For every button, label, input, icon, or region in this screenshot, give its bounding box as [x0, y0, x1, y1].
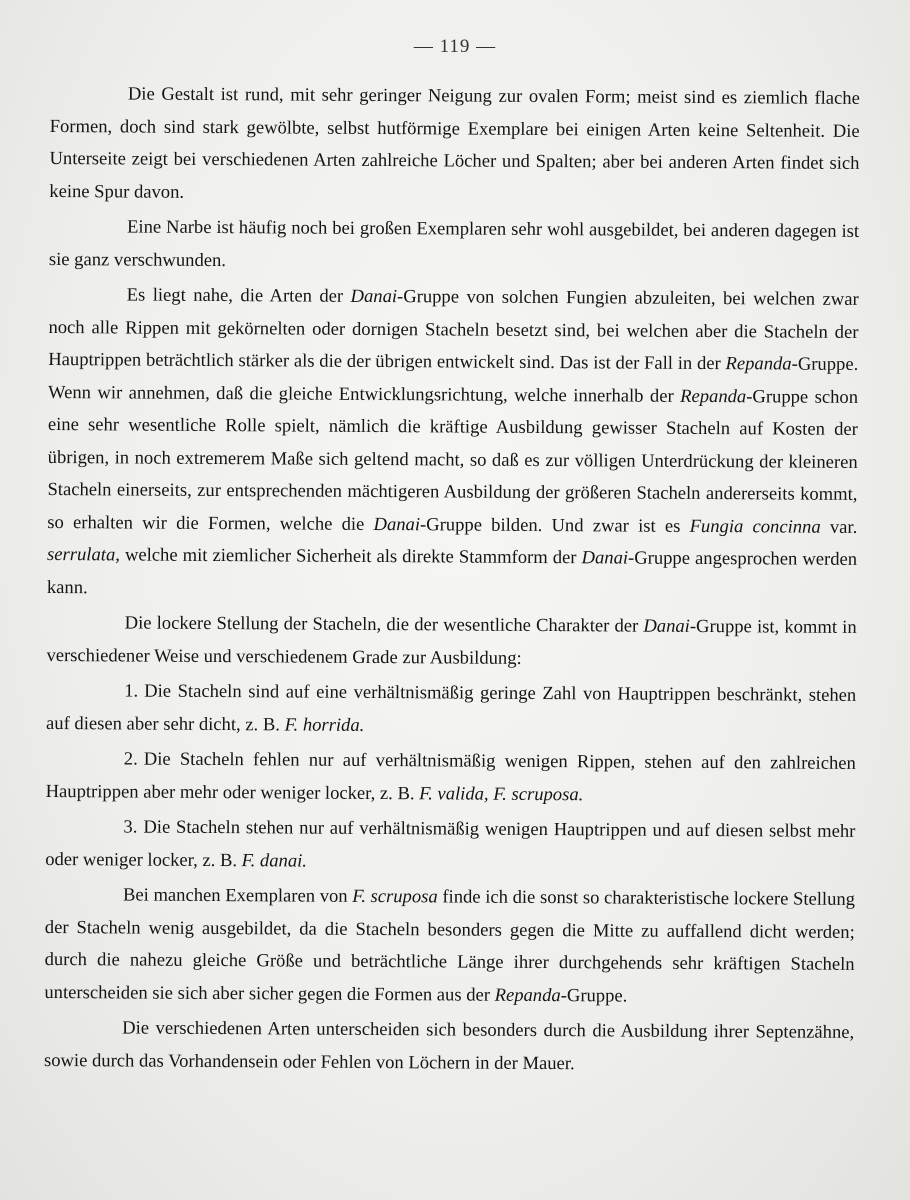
italic-term: Danai: [373, 513, 421, 535]
text-run: Es liegt nahe, die Arten der: [126, 284, 351, 307]
paragraph-species-differences: [44, 1012, 854, 1082]
italic-term: serrulata: [47, 543, 116, 566]
text-run: -Gruppe bilden. Und zwar ist es: [419, 513, 690, 537]
text-run: -Gruppe ist, kommt in verschiedener Weise und verschiedenem Grade zur Ausbildung:: [46, 615, 857, 669]
italic-term: Repanda: [494, 984, 561, 1006]
italic-term: Fungia concinna: [689, 515, 821, 538]
text-run: -Gruppe.: [560, 984, 628, 1007]
list-item-3: [45, 811, 855, 881]
text-run: Die Stacheln fehlen nur auf verhältnismäßig wenigen Rippen, stehen auf den zahlreichen Hauptrippen aber mehr oder weniger locker, z. B.: [45, 748, 856, 804]
italic-term: F. horrida.: [284, 713, 365, 736]
list-number: 2.: [123, 748, 138, 770]
list-number: 3.: [123, 816, 138, 838]
text-run: Die lockere Stellung der Stacheln, die der wesentliche Charakter der: [124, 612, 644, 637]
list-number: 1.: [124, 680, 139, 702]
italic-term: Repanda: [680, 385, 747, 407]
paragraph-loose-spines: [46, 607, 856, 677]
list-item-2: [46, 743, 856, 813]
text-run: -Gruppe schon eine sehr wesentliche Rolle spielt, nämlich die kräftige Ausbildung gewisser Stacheln auf Kosten der übrigen, in noch extremerem Maße sich geltend macht, so daß es zur völligen Unterdrückung der kleineren Stacheln einerseits, zur entsprechenden mächtigeren Ausbildung der größeren Stacheln andererseits kommt, so erhalten wir die Formen, welche die: [47, 385, 859, 535]
text-run: var.: [820, 516, 858, 538]
text-run: Bei manchen Exemplaren von: [122, 884, 353, 907]
paragraph-shape: [49, 78, 860, 213]
text-run: -Gruppe angesprochen werden kann.: [46, 547, 858, 598]
italic-term: F. danai.: [241, 849, 308, 872]
paragraph-scar: [49, 211, 859, 281]
text-run: -Gruppe. Wenn wir annehmen, daß die gleiche Entwicklungsrichtung, welche innerhalb der: [48, 353, 859, 407]
text-run: finde ich die sonst so charakteristische lockere Stellung der Stacheln wenig ausgebildet, da die Stacheln besonders gegen die Mitte zu auffallend dicht werden; durch die nahezu gleiche Größe und beträchtliche Länge ihrer durchgehends sehr kräftigen Stacheln unterscheiden sie sich aber sicher gegen die Formen aus der: [44, 886, 856, 1006]
text-run: Die Stacheln sind auf eine verhältnismäßig geringe Zahl von Hauptrippen beschränkt, stehen auf diesen aber sehr dicht, z. B.: [45, 680, 857, 735]
italic-term: Danai: [643, 615, 690, 637]
body-text: [44, 78, 860, 1085]
text-run: -Gruppe von solchen Fungien abzuleiten, bei welchen zwar noch alle Rippen mit gekörnelten oder dornigen Stacheln besetzt sind, bei welchen aber die Stacheln der Hauptrippen beträchtlich stärker als die der übrigen entwickelt sind. Das ist der Fall in der: [48, 286, 859, 375]
italic-term: F. valida, F. scruposa.: [419, 782, 584, 805]
italic-term: Repanda: [725, 353, 792, 375]
text-run: Eine Narbe ist häufig noch bei großen Exemplaren sehr wohl ausgebildet, bei anderen dagegen ist sie ganz verschwunden.: [48, 216, 860, 271]
text-run: Die verschiedenen Arten unterscheiden sich besonders durch die Ausbildung ihrer Septenzähne, sowie durch das Vorhandensein oder Fehlen von Löchern in der Mauer.: [43, 1017, 855, 1074]
paragraph-danai-derivation: [47, 279, 859, 609]
page-number: — 119 —: [413, 36, 497, 57]
paragraph-scruposa: [44, 879, 855, 1014]
text-run: , welche mit ziemlicher Sicherheit als direkte Stammform der: [115, 544, 582, 569]
italic-term: Danai: [581, 547, 629, 569]
text-run: Die Stacheln stehen nur auf verhältnismäßig wenigen Hauptrippen und auf diesen selbst mehr oder weniger locker, z. B.: [45, 816, 856, 871]
text-run: Die Gestalt ist rund, mit sehr geringer Neigung zur ovalen Form; meist sind es ziemlich flache Formen, doch sind stark gewölbte, selbst hutförmige Exemplare bei einigen Arten keine Seltenheit. Die Unterseite zeigt bei verschiedenen Arten zahlreiche Löcher und Spalten; aber bei anderen Arten findet sich keine Spur davon.: [49, 83, 860, 203]
italic-term: Danai: [350, 285, 398, 308]
list-item-1: [46, 675, 856, 745]
italic-term: F. scruposa: [352, 885, 438, 908]
